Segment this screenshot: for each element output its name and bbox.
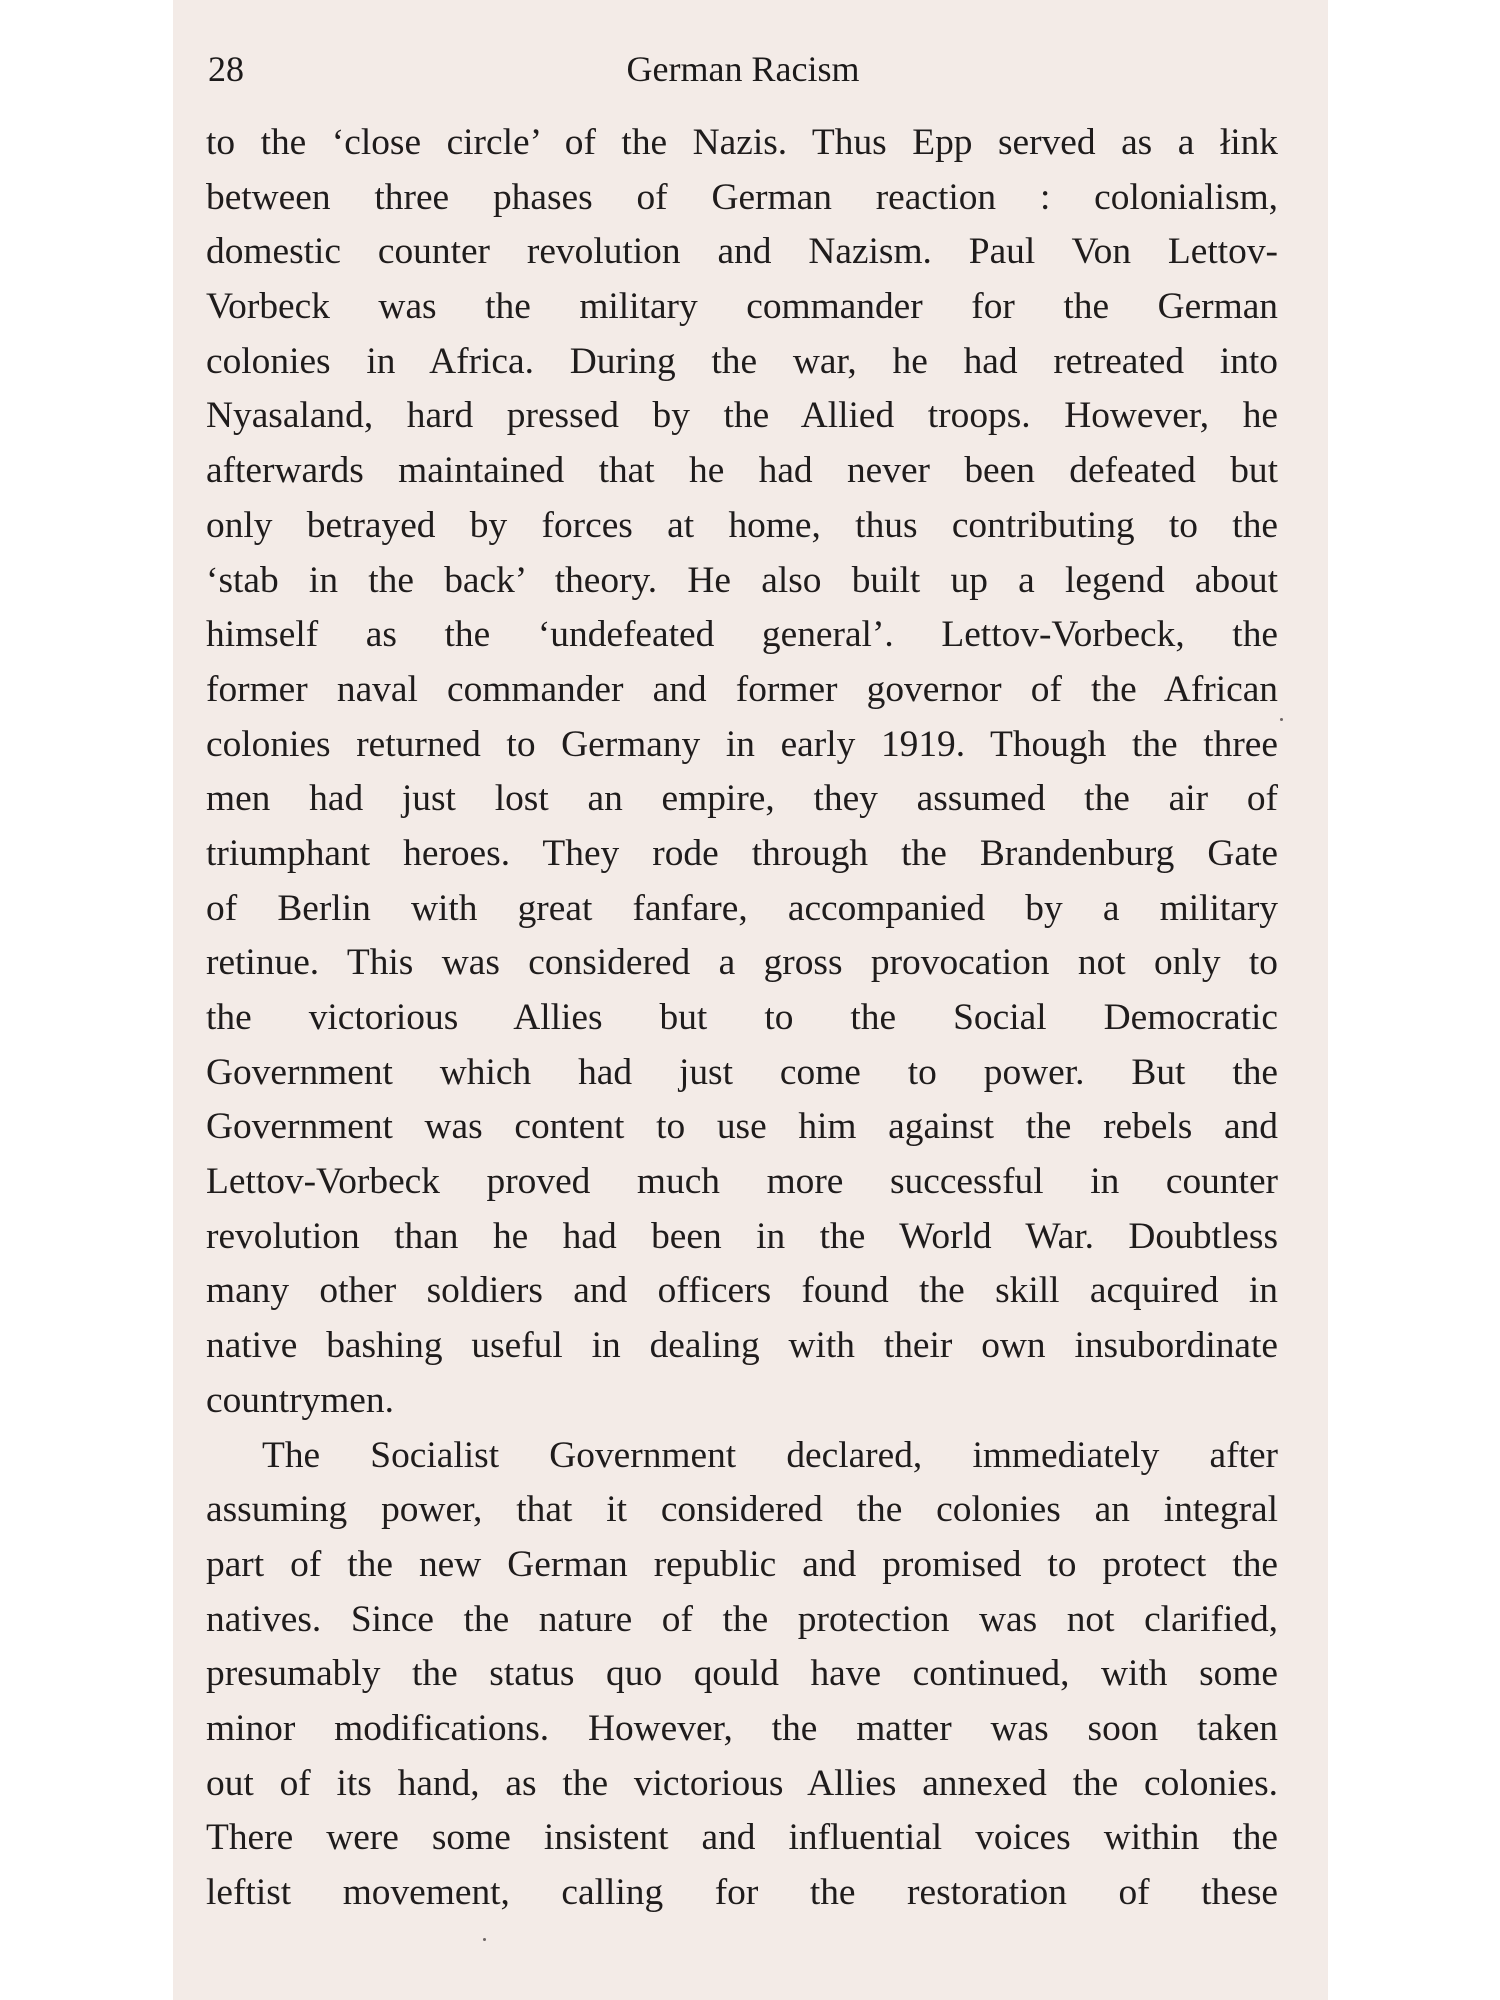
running-head (208, 48, 1278, 96)
text-line: Government was content to use him against the rebels and (206, 1106, 1278, 1148)
text-line: assuming power, that it considered the colonies an integral (206, 1489, 1278, 1531)
text-line: only betrayed by forces at home, thus contributing to the (206, 504, 1278, 546)
text-line: of Berlin with great fanfare, accompanied by a military (206, 887, 1278, 929)
text-line: native bashing useful in dealing with their own insubordinate (206, 1325, 1278, 1367)
text-line: revolution than he had been in the World War. Doubtless (206, 1215, 1278, 1257)
text-line: the victorious Allies but to the Social Democratic (206, 997, 1278, 1038)
text-line: colonies in Africa. During the war, he had retreated into (206, 340, 1278, 382)
text-line: ‘stab in the back’ theory. He also built up a legend about (206, 559, 1278, 601)
text-line: domestic counter revolution and Nazism. Paul Von Lettov- (206, 231, 1278, 273)
text-line: afterwards maintained that he had never been defeated but (206, 450, 1278, 492)
text-line: retinue. This was considered a gross provocation not only to (206, 942, 1278, 984)
text-line: Lettov-Vorbeck proved much more successful in counter (206, 1161, 1278, 1203)
text-line: Vorbeck was the military commander for the German (206, 286, 1278, 328)
text-line: between three phases of German reaction : colonialism, (206, 176, 1278, 218)
paragraph-end-line: countrymen. (206, 1379, 394, 1421)
running-head-title: German Racism (626, 49, 860, 89)
paragraph-first-line: The Socialist Government declared, immediately after (262, 1434, 1278, 1476)
text-line: many other soldiers and officers found the skill acquired in (206, 1270, 1278, 1312)
text-line: colonies returned to Germany in early 1919. Though the three (206, 723, 1278, 765)
text-line: presumably the status quo qould have continued, with some (206, 1653, 1278, 1695)
text-line: former naval commander and former governor of the African (206, 668, 1278, 710)
text-line: out of its hand, as the victorious Allies annexed the colonies. (206, 1762, 1278, 1804)
page-number: 28 (208, 49, 244, 89)
text-line: minor modifications. However, the matter was soon taken (206, 1707, 1278, 1749)
text-line: himself as the ‘undefeated general’. Lettov-Vorbeck, the (206, 614, 1278, 656)
text-line: to the ‘close circle’ of the Nazis. Thus Epp served as a łink (206, 122, 1278, 163)
text-line: leftist movement, calling for the restoration of these (206, 1872, 1278, 1913)
book-page (173, 0, 1328, 2000)
text-line: men had just lost an empire, they assumed the air of (206, 778, 1278, 820)
text-line: Government which had just come to power. But the (206, 1051, 1278, 1093)
text-line: triumphant heroes. They rode through the Brandenburg Gate (206, 832, 1278, 874)
text-line: Nyasaland, hard pressed by the Allied troops. However, he (206, 395, 1278, 437)
text-line: There were some insistent and influential voices within the (206, 1817, 1278, 1859)
paper-speck (483, 1938, 486, 1941)
text-line: natives. Since the nature of the protection was not clarified, (206, 1598, 1278, 1640)
text-line: part of the new German republic and promised to protect the (206, 1543, 1278, 1585)
paper-speck (1280, 718, 1283, 721)
body-text (206, 116, 1278, 1921)
